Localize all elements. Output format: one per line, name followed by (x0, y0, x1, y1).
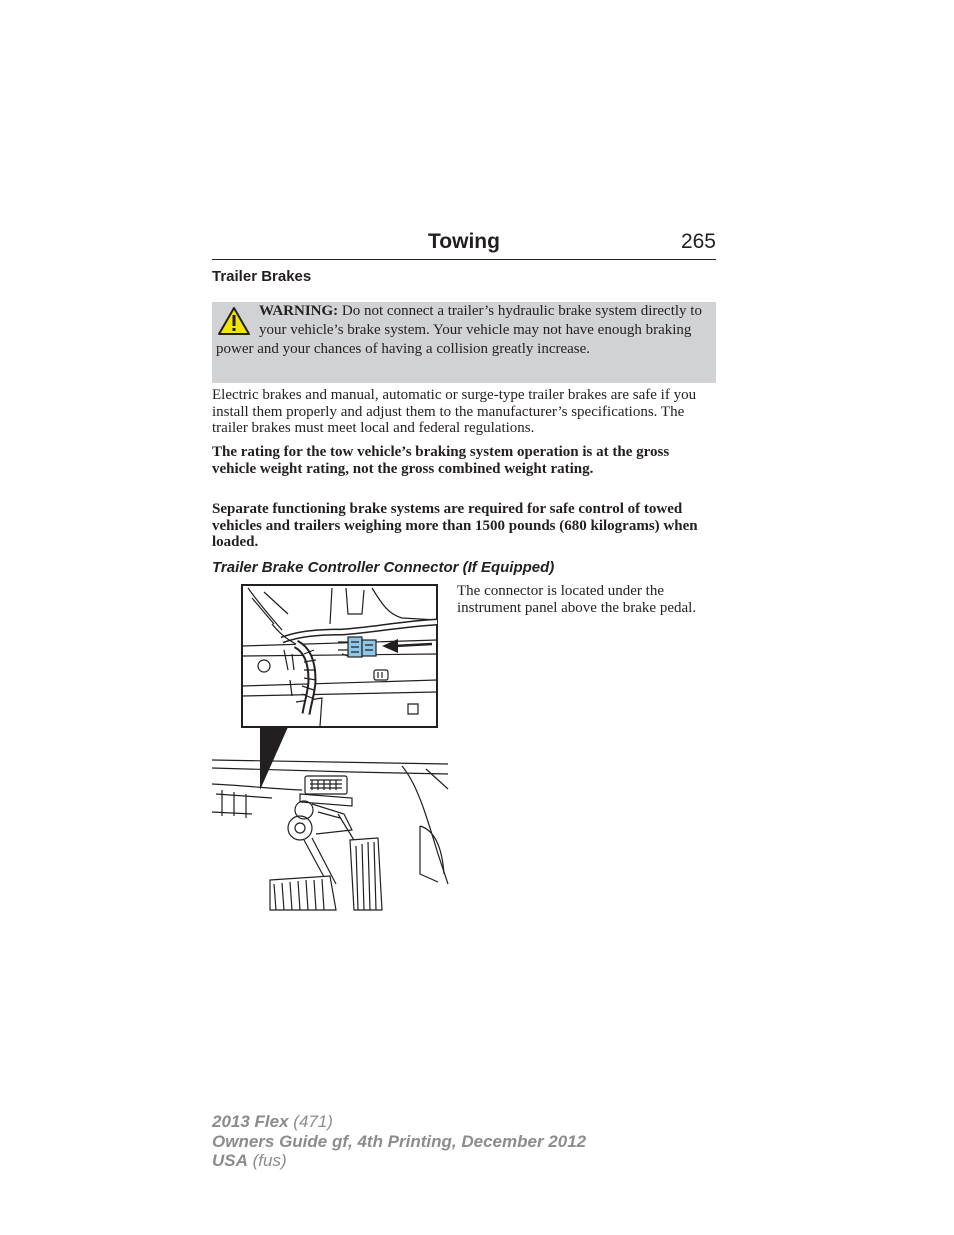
warning-body: Do not connect a trailer’s hydraulic brake system directly to your vehicle’s brake system. Your vehicle may not have enough braking power and your chances of having a collision greatly increase. (216, 303, 702, 357)
paragraph-braking-rating: The rating for the tow vehicle’s braking system operation is at the gross vehicle weight rating, not the gross combined weight rating. (212, 444, 670, 477)
connector-location-text: The connector is located under the instrument panel above the brake pedal. (457, 583, 697, 616)
paragraph-electric-brakes: Electric brakes and manual, automatic or surge-type trailer brakes are safe if you install them properly and adjust them to the manufacturer’s specifications. The trailer brakes must meet local and federal regulations. (212, 387, 697, 436)
footer-line-1: 2013 Flex (471) (212, 1112, 333, 1131)
footer-line-3: USA (fus) (212, 1151, 287, 1170)
page-header (212, 228, 716, 260)
footer-line-2: Owners Guide gf, 4th Printing, December 2012 (212, 1131, 587, 1151)
page-footer (212, 1112, 586, 1171)
warning-label: WARNING: (259, 303, 339, 319)
warning-text (216, 302, 714, 359)
section-heading: Trailer Brakes (212, 268, 312, 285)
subsection-heading: Trailer Brake Controller Connector (If Equipped) (212, 559, 555, 576)
brake-connector-illustration (212, 584, 450, 914)
warning-box (212, 302, 716, 383)
chapter-title: Towing (428, 230, 500, 253)
paragraph-separate-brakes: Separate functioning brake systems are required for safe control of towed vehicles and trailers weighing more than 1500 pounds (680 kilograms) when loaded. (212, 501, 698, 550)
page-number: 265 (680, 230, 716, 253)
